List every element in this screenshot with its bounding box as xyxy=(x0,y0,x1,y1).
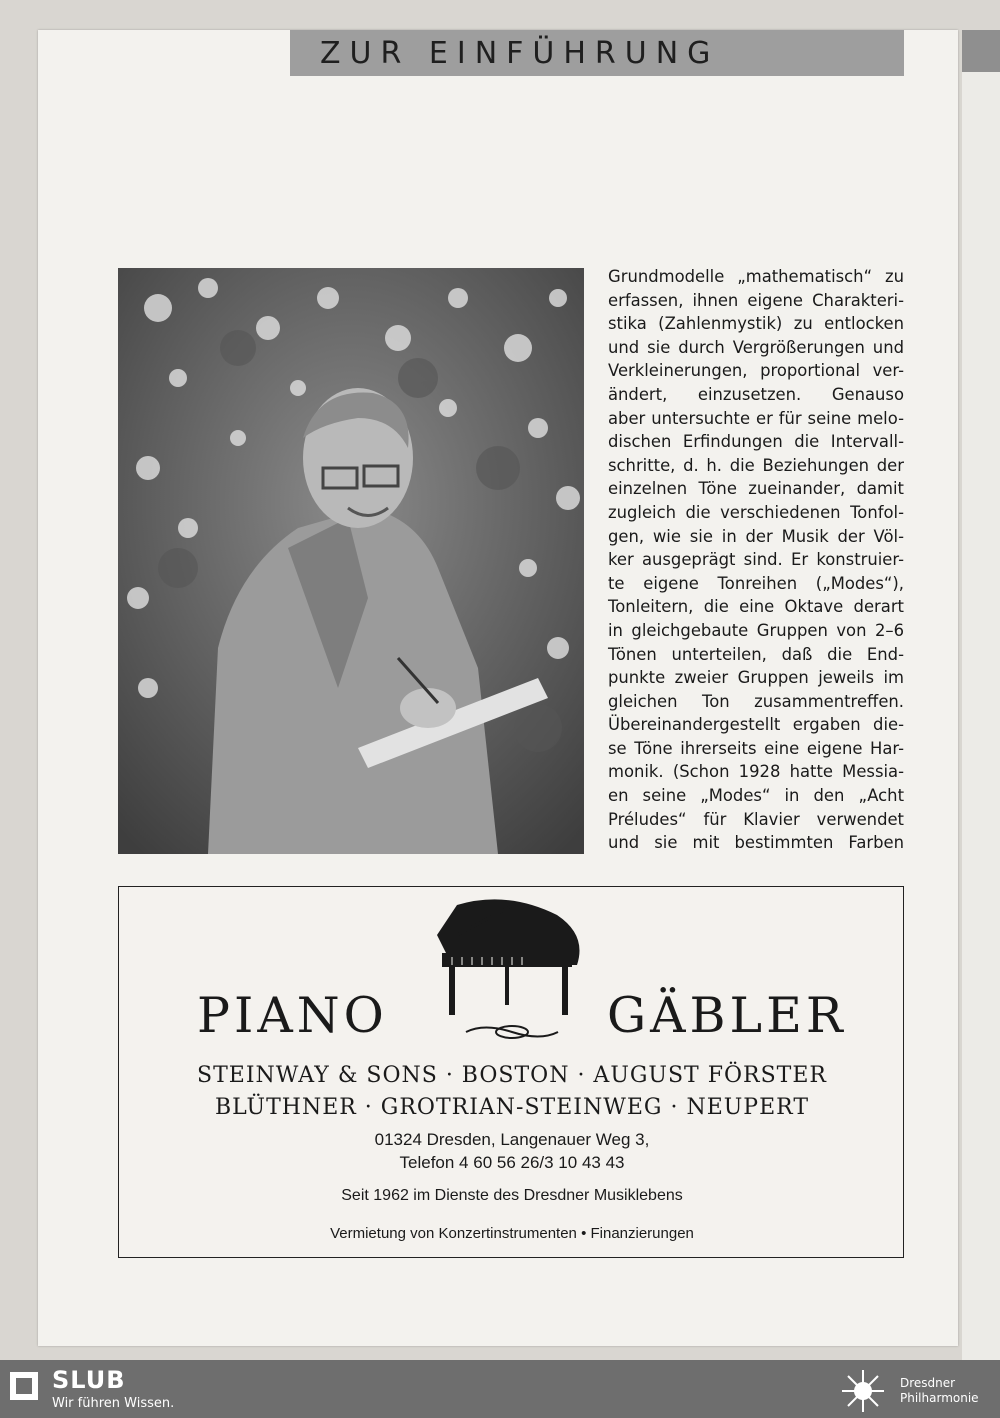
piano-gaebler-advertisement xyxy=(118,886,904,1258)
grand-piano-icon xyxy=(417,895,607,1025)
body-text xyxy=(608,265,904,855)
services-line: Vermietung von Konzertinstrumenten • Finanzierungen xyxy=(330,1225,694,1242)
portrait-photo xyxy=(118,268,584,854)
body-line: zugleich die verschiedenen Tonfol- xyxy=(608,502,904,522)
slub-tagline: Wir führen Wissen. xyxy=(52,1396,175,1411)
body-line: und sie mit bestimmten Farben xyxy=(608,833,904,853)
phone: Telefon 4 60 56 26/3 10 43 43 xyxy=(399,1153,625,1172)
brand-gaebler: GÄBLER xyxy=(607,987,847,1044)
body-line: einzelnen Töne zueinander, damit xyxy=(608,479,904,499)
body-line: Grundmodelle „mathematisch“ zu xyxy=(608,267,904,286)
since-line: Seit 1962 im Dienste des Dresdner Musiklebens xyxy=(341,1187,683,1204)
ornament-icon xyxy=(464,1023,560,1041)
footer-bar xyxy=(0,1360,1000,1418)
section-header xyxy=(290,30,904,76)
body-line: schritte, d. h. die Beziehungen der xyxy=(608,455,904,475)
maker-list-1: STEINWAY & SONS · BOSTON · AUGUST FÖRSTER xyxy=(197,1063,827,1088)
philharmonie-logo-icon xyxy=(838,1368,888,1414)
slub-logo-icon xyxy=(10,1372,38,1400)
body-line: Tönen unterteilen, daß die End- xyxy=(608,644,904,664)
body-line: gen, wie sie in der Musik der Völ- xyxy=(608,526,904,546)
section-title: ZUR EINFÜHRUNG xyxy=(320,35,720,71)
body-line: en seine „Modes“ in den „Acht xyxy=(608,786,904,806)
body-line: und sie durch Vergrößerungen und xyxy=(608,337,904,357)
body-line: erfassen, ihnen eigene Charakteri- xyxy=(608,290,904,310)
body-line: stika (Zahlenmystik) zu entlocken xyxy=(608,314,904,334)
body-line: dischen Erfindungen die Intervall- xyxy=(608,432,904,452)
body-line: te eigene Tonreihen („Modes“), xyxy=(608,573,904,593)
body-line: gleichen Ton zusammentreffen. xyxy=(608,691,904,711)
philharmonie-name: Dresdner Philharmonie xyxy=(900,1376,979,1405)
brand-piano: PIANO xyxy=(197,987,388,1044)
maker-list-2: BLÜTHNER · GROTRIAN-STEINWEG · NEUPERT xyxy=(214,1095,810,1120)
body-line: ändert, einzusetzen. Genauso xyxy=(608,384,904,404)
body-line: Tonleitern, die eine Oktave derart xyxy=(608,597,904,617)
slub-name: SLUB xyxy=(52,1366,126,1394)
body-line: monik. (Schon 1928 hatte Messia- xyxy=(608,762,904,782)
body-line: Verkleinerungen, proportional ver- xyxy=(608,361,904,381)
body-line: aber untersuchte er für seine melo- xyxy=(608,408,904,428)
body-line: punkte zweier Gruppen jeweils im xyxy=(608,668,904,688)
body-line: Übereinandergestellt ergaben die- xyxy=(608,715,904,735)
body-line: se Töne ihrerseits eine eigene Har- xyxy=(608,738,904,758)
body-line: ker ausgeprägt sind. Er konstruier- xyxy=(608,550,904,570)
body-line: in gleichgebaute Gruppen von 2–6 xyxy=(608,620,904,640)
address: 01324 Dresden, Langenauer Weg 3, xyxy=(374,1130,650,1149)
adjacent-page-edge xyxy=(962,30,1000,1360)
body-line: Préludes“ für Klavier verwendet xyxy=(608,809,904,829)
